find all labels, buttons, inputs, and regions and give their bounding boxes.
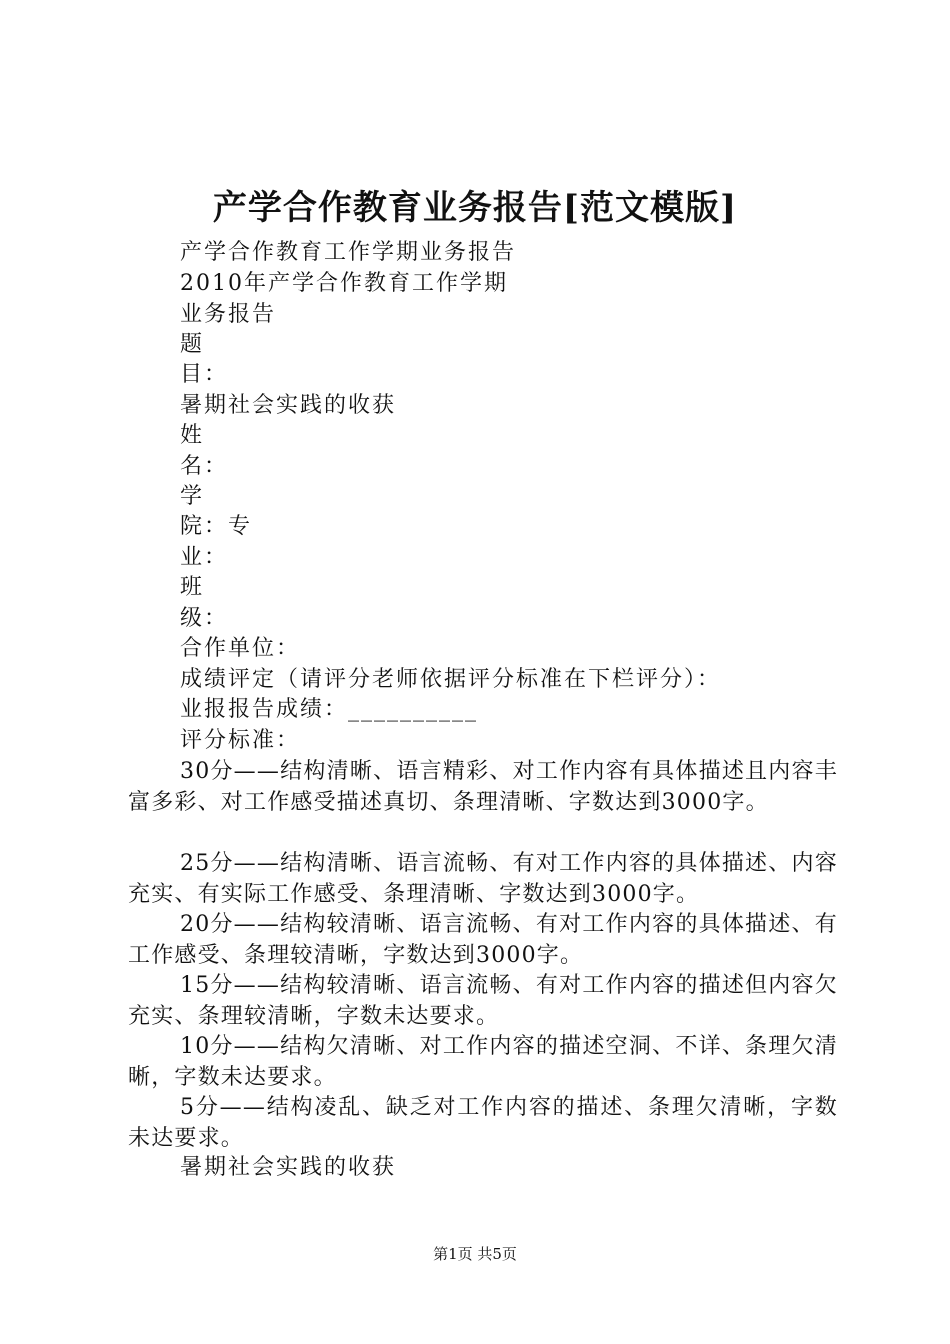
document-title: 产学合作教育业务报告[范文模版]: [212, 188, 738, 228]
criteria-5: 5分——结构凌乱、缺乏对工作内容的描述、条理欠清晰，字数未达要求。: [128, 1095, 838, 1151]
college-label-part2: 院：专: [180, 514, 253, 539]
major-label: 业：: [180, 545, 229, 570]
class-label-part1: 班: [180, 575, 205, 600]
criteria-10: 10分——结构欠清晰、对工作内容的描述空洞、不详、条理欠清晰，字数未达要求。: [128, 1034, 838, 1090]
closing-heading: 暑期社会实践的收获: [180, 1155, 397, 1180]
cooperation-unit-label: 合作单位：: [180, 636, 301, 661]
name-label-part1: 姓: [180, 423, 205, 448]
grading-instruction: 成绩评定（请评分老师依据评分标准在下栏评分）：: [180, 667, 722, 692]
topic-label-part1: 题: [180, 332, 205, 357]
criteria-15: 15分——结构较清晰、语言流畅、有对工作内容的描述但内容欠充实、条理较清晰，字数未达要求。: [128, 973, 838, 1029]
report-label: 业务报告: [180, 302, 277, 327]
page-footer: 第1页 共5页: [433, 1245, 517, 1263]
class-label-part2: 级：: [180, 606, 229, 631]
term-line: 2010年产学合作教育工作学期: [180, 271, 508, 296]
criteria-30: 30分——结构清晰、语言精彩、对工作内容有具体描述且内容丰富多彩、对工作感受描述真切、条理清晰、字数达到3000字。: [128, 759, 838, 815]
criteria-heading: 评分标准：: [180, 728, 301, 753]
topic-label-part2: 目：: [180, 362, 229, 387]
report-score-line: 业报报告成绩：__________: [180, 697, 479, 722]
topic-value: 暑期社会实践的收获: [180, 393, 397, 418]
college-label-part1: 学: [180, 484, 205, 509]
criteria-20: 20分——结构较清晰、语言流畅、有对工作内容的具体描述、有工作感受、条理较清晰，字数达到3000字。: [128, 912, 838, 968]
subtitle-line: 产学合作教育工作学期业务报告: [180, 240, 517, 265]
name-label-part2: 名：: [180, 454, 229, 479]
criteria-25: 25分——结构清晰、语言流畅、有对工作内容的具体描述、内容充实、有实际工作感受、条理清晰、字数达到3000字。: [128, 851, 838, 907]
